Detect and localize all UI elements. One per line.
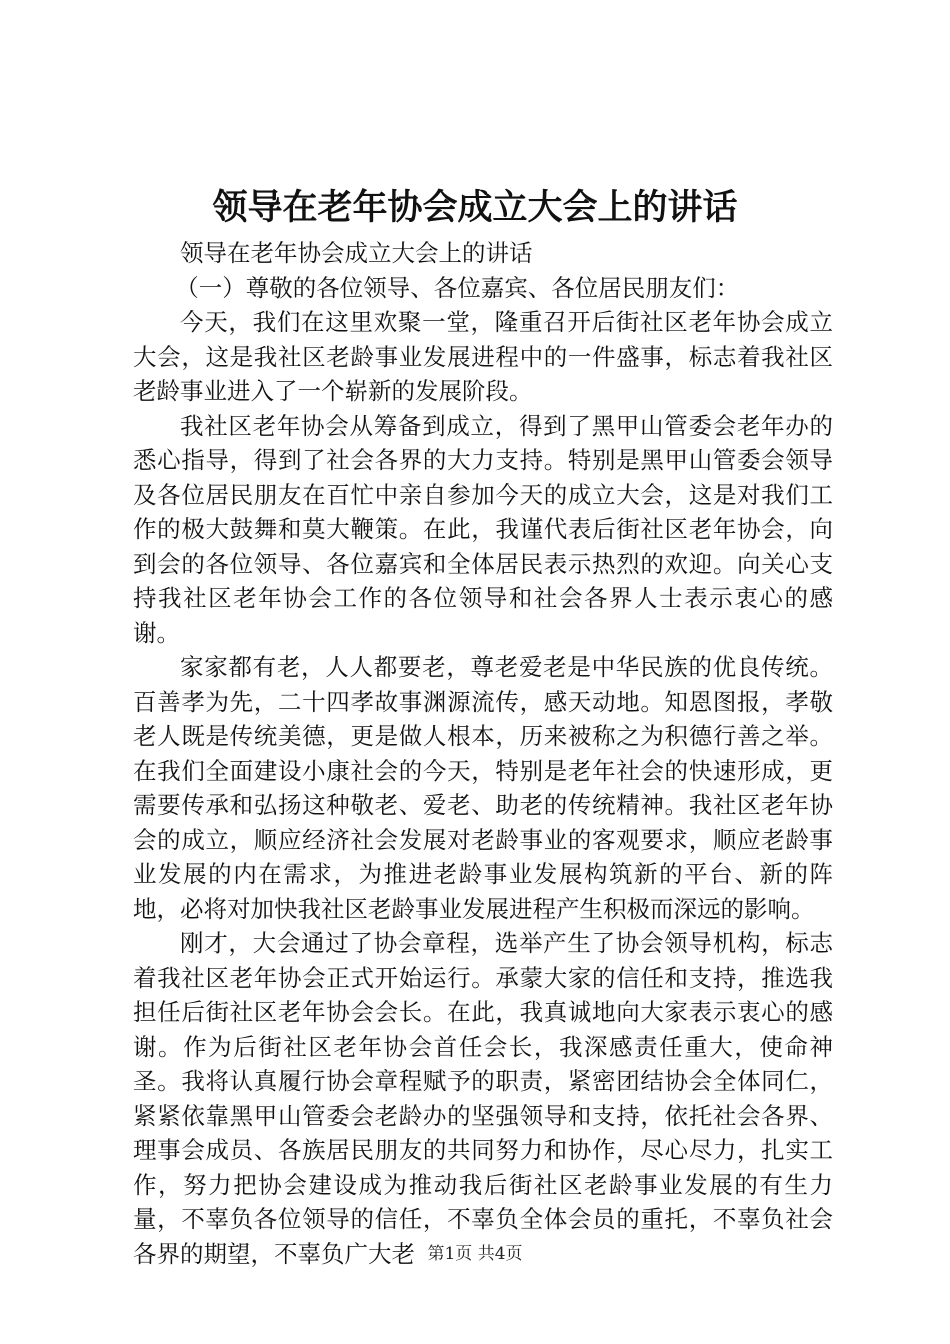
body-paragraph: 家家都有老，人人都要老，尊老爱老是中华民族的优良传统。百善孝为先，二十四孝故事渊源流传，感天动地。知恩图报，孝敬老人既是传统美德，更是做人根本，历来被称之为积德行善之举。在我们全面建设小康社会的今天，特别是老年社会的快速形成，更需要传承和弘扬这种敬老、爱老、助老的传统精神。我社区老年协会的成立，顺应经济社会发展对老龄事业的客观要求，顺应老龄事业发展的内在需求，为推进老龄事业发展构筑新的平台、新的阵地，必将对加快我社区老龄事业发展进程产生积极而深远的影响。 — [133, 653, 833, 923]
body-paragraph: 今天，我们在这里欢聚一堂，隆重召开后街社区老年协会成立大会，这是我社区老龄事业发展进程中的一件盛事，标志着我社区老龄事业进入了一个崭新的发展阶段。 — [133, 308, 833, 405]
document-body — [133, 236, 833, 1271]
document-title: 领导在老年协会成立大会上的讲话 — [212, 187, 738, 228]
body-paragraph: 刚才，大会通过了协会章程，选举产生了协会领导机构，标志着我社区老年协会正式开始运行。承蒙大家的信任和支持，推选我担任后街社区老年协会会长。在此，我真诚地向大家表示衷心的感谢。作为后街社区老年协会首任会长，我深感责任重大，使命神圣。我将认真履行协会章程赋予的职责，紧密团结协会全体同仁，紧紧依靠黑甲山管委会老龄办的坚强领导和支持，依托社会各界、理事会成员、各族居民朋友的共同努力和协作，尽心尽力，扎实工作，努力把协会建设成为推动我后街社区老龄事业发展的有生力量，不辜负各位领导的信任，不辜负全体会员的重托，不辜负社会各界的期望，不辜负广大老 — [133, 929, 833, 1268]
body-paragraph: 领导在老年协会成立大会上的讲话 — [180, 239, 533, 267]
page-number-footer: 第1页 共4页 — [427, 1244, 523, 1264]
salutation-paragraph: （一）尊敬的各位领导、各位嘉宾、各位居民朋友们： — [175, 273, 740, 302]
body-paragraph: 我社区老年协会从筹备到成立，得到了黑甲山管委会老年办的悉心指导，得到了社会各界的大力支持。特别是黑甲山管委会领导及各位居民朋友在百忙中亲自参加今天的成立大会，这是对我们工作的极大鼓舞和莫大鞭策。在此，我谨代表后街社区老年协会，向到会的各位领导、各位嘉宾和全体居民表示热烈的欢迎。向关心支持我社区老年协会工作的各位领导和社会各界人士表示衷心的感谢。 — [133, 411, 833, 647]
